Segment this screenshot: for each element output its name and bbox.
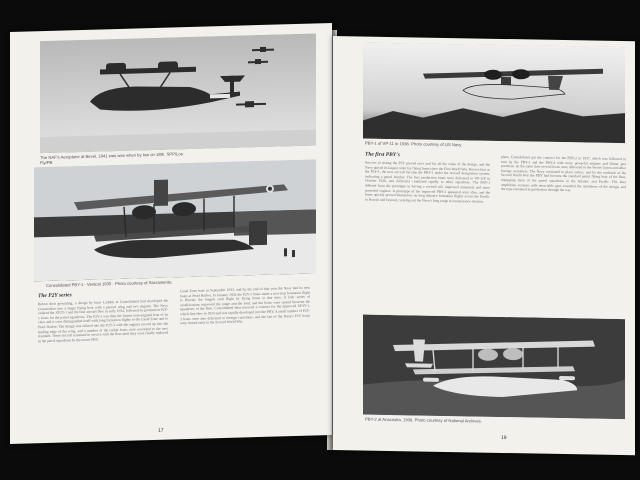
caption-top: The NAF's Aeroplane at Bevel, 1941 was was when by low on 18th. SPP/Los Fly/PB (40, 151, 183, 166)
page-number-left: 17 (158, 427, 164, 434)
photo-biplane-on-ramp (34, 159, 316, 281)
text-column-1: Before their grounding, a design by Isaac Laddon at Consolidated had developed the Commodore into a larger flying boat with a parasol wing and two engines. The Navy ordered the XP2Y-1 and the first aircraft flew in early 1932, followed by production P2Y-1 boats for the patrol squadrons. The P2Y-1 was then the fastest twin-engined boat of its class and it soon distinguished itself with long formation flights to the Canal Zone and to Pearl Harbor. The design was refined into the P2Y-3 with the engines moved up into the leading edge of the wing, and a number of the earlier boats were reworked to the new standard. These aircraft remained in service with the fleet until they were finally replaced in the patrol squadrons by the newer PBY. (38, 298, 168, 343)
caption-middle: Consolidated PBY-1 - Vertical 1930 - Photo courtesy of Sacramento. (46, 279, 173, 288)
right-section-heading: The first PBY's (365, 151, 400, 159)
caption-right-bottom: PBY-2 at Anacostia, 1938. Photo courtesy of National Archives. (365, 416, 482, 424)
photo-biplane-flying-boat (363, 315, 625, 420)
caption-right-top: PBY-1 of VP-11 in 1938. Photo courtesy of US Navy. (365, 140, 463, 148)
right-text-column-1: Success in testing the P3Y proved once and for all the value of the design, and the Navy placed its largest order for flying boats since the First World War. Known first as the P3Y-1, the new aircraft became the PBY-1 under the revised designation system, indicating a patrol bomber. The first production boats were delivered to VP-11F in October 1936, and deliveries continued rapidly to other squadrons. The PBY-1 differed from the prototype in having a revised tail, improved armament and more powerful engines. A prototype of the improved PBY-2 appeared soon after, and the boats quickly proved themselves on long distance formation flights across the Pacific to Hawaii and beyond, carrying out the Navy's long range reconnaissance mission. (365, 160, 490, 204)
photo-pby-in-flight (363, 43, 625, 144)
right-page (333, 36, 635, 455)
left-page (10, 23, 332, 444)
right-text-column-2: plane, Consolidated got the contract for the PBY-2 in 1937, which was followed in turn by the PBY-3 and the PBY-4 with more powerful engines and blister gun positions. At the same time several boats were delivered to the Soviet Union and other foreign customers. The Navy continued to place orders, and by the outbreak of the Second World War the PBY had become the standard patrol flying boat of the fleet, equipping most of the patrol squadrons in the Atlantic and Pacific. The later amphibian versions with retractable gear extended the usefulness of the design, and the type remained in production through the war. (501, 154, 626, 193)
text-column-2: Canal Zone base in September 1933, and by the end of that year the Navy had its new boats at Pearl Harbor. In January 1934 the P2Y-1 boats made a non-stop formation flight to Hawaii, the longest such flight by flying boats at that time. A later series of modifications improved the range and the load, and the boats were spread between the squadrons of the fleet. Consolidated then received a contract for the improved XP3Y-1, which first flew in 1935 and was rapidly developed into the PBY. A small number of P2Y-3 boats were also delivered to foreign customers, and the last of the Navy's P2Y boats were retired early in the Second World War. (180, 285, 310, 326)
section-heading: The P2Y series (38, 292, 72, 300)
page-number-right: 19 (501, 434, 507, 442)
photo-flying-boat-formation (40, 33, 316, 153)
